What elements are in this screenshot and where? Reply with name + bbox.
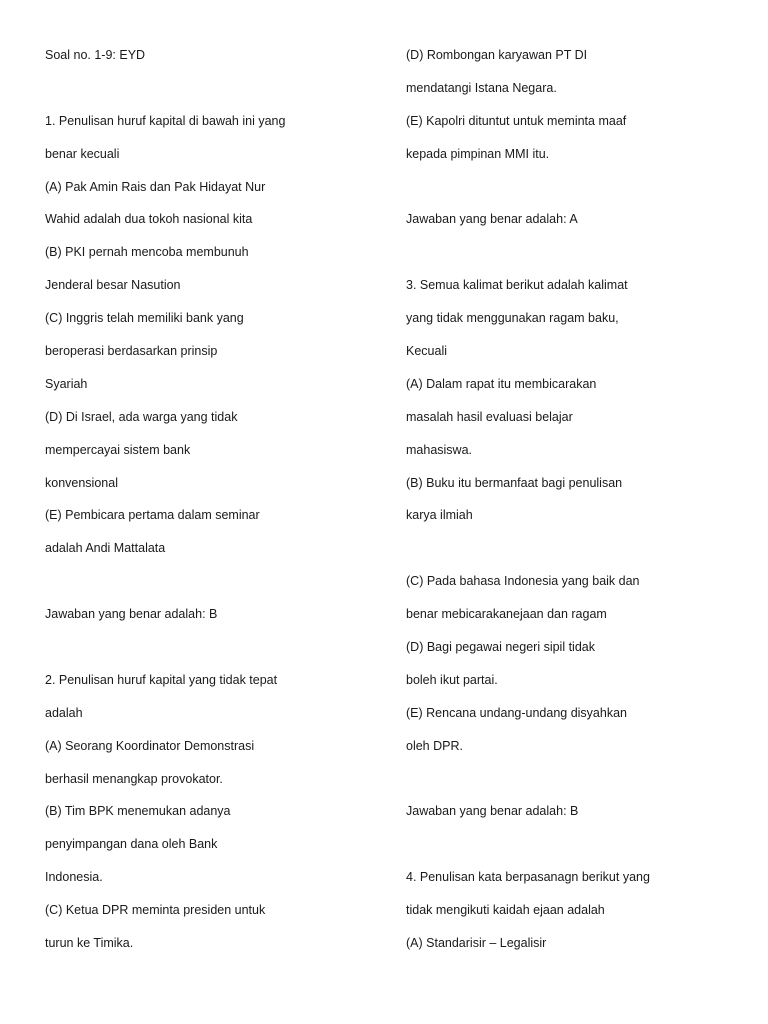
text-line: Jawaban yang benar adalah: A [406, 212, 578, 227]
blank-line [406, 532, 746, 565]
blank-line [406, 763, 746, 796]
text-line: 3. Semua kalimat berikut adalah kalimat [406, 278, 628, 293]
text-line: penyimpangan dana oleh Bank [45, 837, 218, 852]
text-line: benar mebicarakanejaan dan ragam [406, 607, 607, 622]
text-line: tidak mengikuti kaidah ejaan adalah [406, 903, 605, 918]
text-line: Syariah [45, 376, 88, 391]
text-line: (D) Di Israel, ada warga yang tidak [45, 409, 238, 424]
text-line: 1. Penulisan huruf kapital di bawah ini yang [45, 113, 286, 128]
text-line: turun ke Timika. [45, 936, 134, 951]
text-line: beroperasi berdasarkan prinsip [45, 344, 218, 359]
blank-line [45, 72, 385, 105]
blank-line [45, 631, 385, 664]
text-line: oleh DPR. [406, 738, 463, 753]
text-line: (D) Rombongan karyawan PT DI [406, 48, 588, 62]
text-line: kepada pimpinan MMI itu. [406, 146, 550, 161]
text-line: (E) Pembicara pertama dalam seminar [45, 508, 260, 523]
text-line: karya ilmiah [406, 508, 473, 523]
blank-line [406, 236, 746, 269]
blank-line [45, 565, 385, 598]
text-line: benar kecuali [45, 146, 120, 161]
text-line: berhasil menangkap provokator. [45, 771, 223, 786]
text-line: mempercayai sistem bank [45, 442, 191, 457]
text-line: Jenderal besar Nasution [45, 278, 181, 293]
text-line: (D) Bagi pegawai negeri sipil tidak [406, 640, 595, 655]
right-column [406, 39, 746, 960]
text-line: (C) Inggris telah memiliki bank yang [45, 311, 244, 326]
text-line: (B) PKI pernah mencoba membunuh [45, 245, 249, 260]
blank-line [406, 171, 746, 204]
text-line: (C) Ketua DPR meminta presiden untuk [45, 903, 266, 918]
text-line: adalah [45, 705, 83, 720]
text-line: (E) Rencana undang-undang disyahkan [406, 705, 627, 720]
text-line: yang tidak menggunakan ragam baku, [406, 311, 619, 326]
text-line: 2. Penulisan huruf kapital yang tidak tepat [45, 672, 278, 687]
text-line: (E) Kapolri dituntut untuk meminta maaf [406, 113, 627, 128]
blank-line [406, 828, 746, 861]
text-line: (A) Seorang Koordinator Demonstrasi [45, 738, 255, 753]
text-line: (A) Dalam rapat itu membicarakan [406, 376, 597, 391]
text-line: (B) Buku itu bermanfaat bagi penulisan [406, 475, 623, 490]
text-line: adalah Andi Mattalata [45, 541, 166, 556]
text-line: mendatangi Istana Negara. [406, 80, 557, 95]
text-line: boleh ikut partai. [406, 672, 498, 687]
text-line: masalah hasil evaluasi belajar [406, 409, 573, 424]
text-line: (C) Pada bahasa Indonesia yang baik dan [406, 574, 640, 589]
left-column [45, 39, 385, 960]
text-line: Soal no. 1-9: EYD [45, 48, 146, 62]
text-line: 4. Penulisan kata berpasanagn berikut yang [406, 870, 650, 885]
text-line: Kecuali [406, 344, 447, 359]
text-line: konvensional [45, 475, 118, 490]
text-line: (A) Pak Amin Rais dan Pak Hidayat Nur [45, 179, 266, 194]
text-line: Jawaban yang benar adalah: B [406, 804, 579, 819]
text-line: Wahid adalah dua tokoh nasional kita [45, 212, 253, 227]
text-line: (A) Standarisir – Legalisir [406, 936, 547, 951]
text-line: Indonesia. [45, 870, 103, 885]
text-line: (B) Tim BPK menemukan adanya [45, 804, 231, 819]
text-line: mahasiswa. [406, 442, 472, 457]
text-line: Jawaban yang benar adalah: B [45, 607, 218, 622]
